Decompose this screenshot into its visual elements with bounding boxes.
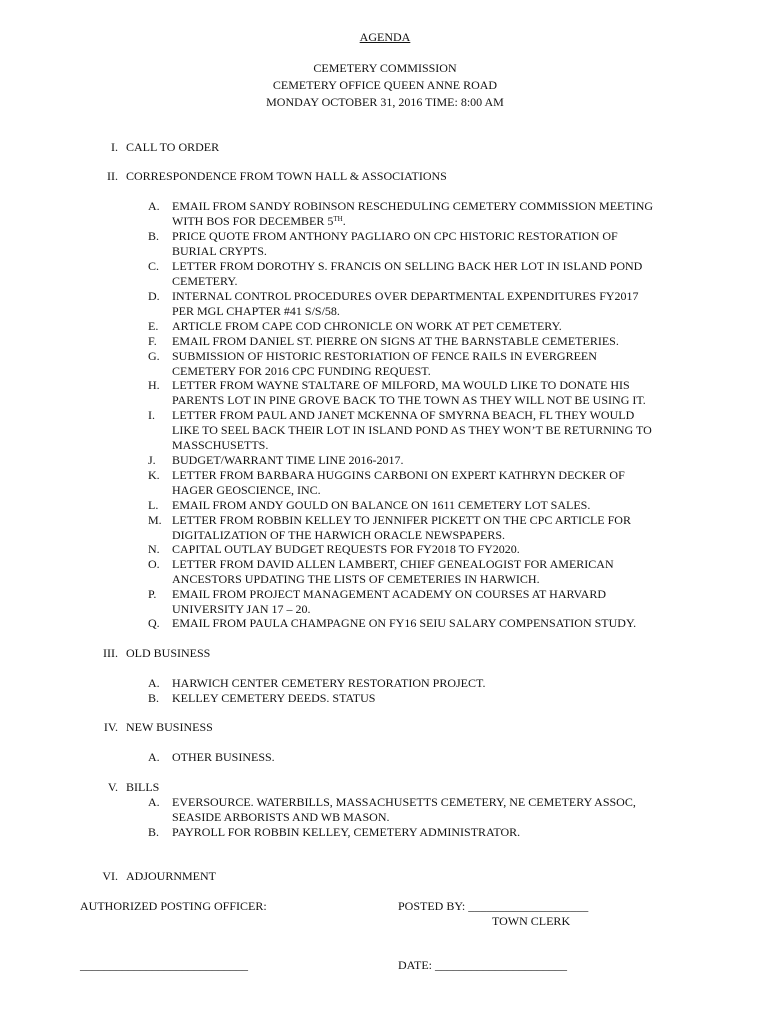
item-label: A. — [148, 676, 160, 690]
item-label: Q. — [148, 616, 160, 630]
item-text: EMAIL FROM SANDY ROBINSON RESCHEDULING CEMETERY COMMISSION MEETING WITH BOS FOR DECEMBER 5TH. — [172, 199, 654, 228]
agenda-item — [148, 349, 688, 379]
item-text: BUDGET/WARRANT TIME LINE 2016-2017. — [172, 453, 404, 467]
section-call-to-order: CALL TO ORDER — [126, 140, 220, 154]
section-number: VI. — [102, 869, 118, 883]
agenda-item — [148, 513, 688, 543]
agenda-item — [148, 199, 688, 229]
item-text: OTHER BUSINESS. — [172, 750, 275, 764]
section-adjournment: ADJOURNMENT — [126, 869, 216, 883]
item-label: B. — [148, 229, 160, 243]
agenda-title: AGENDA — [359, 30, 411, 44]
agenda-item — [148, 795, 688, 825]
agenda-item — [148, 334, 688, 349]
item-text: PRICE QUOTE FROM ANTHONY PAGLIARO ON CPC HISTORIC RESTORATION OF BURIAL CRYPTS. — [172, 229, 618, 258]
item-text: KELLEY CEMETERY DEEDS. STATUS — [172, 691, 376, 705]
item-label: D. — [148, 289, 160, 303]
agenda-item — [148, 825, 688, 840]
header-location: CEMETERY OFFICE QUEEN ANNE ROAD — [272, 78, 498, 92]
item-label: O. — [148, 557, 160, 571]
item-text: LETTER FROM WAYNE STALTARE OF MILFORD, MA WOULD LIKE TO DONATE HIS PARENTS LOT IN PINE GROVE BACK TO THE TOWN AS THEY WILL NOT BE USING IT. — [172, 378, 646, 407]
section-correspondence: CORRESPONDENCE FROM TOWN HALL & ASSOCIATIONS — [126, 169, 447, 183]
item-label: A. — [148, 750, 160, 764]
section-old-business: OLD BUSINESS — [126, 646, 211, 660]
item-text: EMAIL FROM DANIEL ST. PIERRE ON SIGNS AT THE BARNSTABLE CEMETERIES. — [172, 334, 619, 348]
agenda-item — [148, 259, 688, 289]
section-number: I. — [111, 140, 118, 154]
item-label: C. — [148, 259, 160, 273]
agenda-item — [148, 408, 688, 453]
item-text: LETTER FROM BARBARA HUGGINS CARBONI ON EXPERT KATHRYN DECKER OF HAGER GEOSCIENCE, INC. — [172, 468, 625, 497]
item-text: EMAIL FROM PAULA CHAMPAGNE ON FY16 SEIU SALARY COMPENSATION STUDY. — [172, 616, 637, 630]
item-text: SUBMISSION OF HISTORIC RESTORIATION OF FENCE RAILS IN EVERGREEN CEMETERY FOR 2016 CPC FUNDING REQUEST. — [172, 349, 597, 378]
item-label: I. — [148, 408, 155, 422]
agenda-item — [148, 319, 688, 334]
agenda-item — [148, 616, 688, 631]
header-commission: CEMETERY COMMISSION — [313, 61, 457, 75]
signature-line: ____________________________ — [80, 958, 248, 972]
agenda-item — [148, 453, 688, 468]
agenda-item — [148, 750, 688, 765]
posted-by-field: POSTED BY: ____________________ — [398, 899, 589, 913]
item-label: F. — [148, 334, 157, 348]
item-text: EMAIL FROM PROJECT MANAGEMENT ACADEMY ON COURSES AT HARVARD UNIVERSITY JAN 17 – 20. — [172, 587, 606, 616]
town-clerk-label: TOWN CLERK — [492, 914, 571, 928]
agenda-item — [148, 542, 688, 557]
item-label: A. — [148, 795, 160, 809]
item-text: LETTER FROM ROBBIN KELLEY TO JENNIFER PICKETT ON THE CPC ARTICLE FOR DIGITALIZATION OF THE HARWICH ORACLE NEWSPAPERS. — [172, 513, 631, 542]
superscript: TH — [333, 215, 343, 223]
agenda-item — [148, 289, 688, 319]
item-label: H. — [148, 378, 160, 392]
agenda-item — [148, 691, 688, 706]
agenda-item — [148, 676, 688, 691]
item-text: HARWICH CENTER CEMETERY RESTORATION PROJECT. — [172, 676, 486, 690]
item-label: N. — [148, 542, 160, 556]
item-label: J. — [148, 453, 156, 467]
agenda-item — [148, 378, 688, 408]
item-label: B. — [148, 691, 160, 705]
item-label: P. — [148, 587, 157, 601]
item-text: LETTER FROM DAVID ALLEN LAMBERT, CHIEF GENEALOGIST FOR AMERICAN ANCESTORS UPDATING THE LISTS OF CEMETERIES IN HARWICH. — [172, 557, 614, 586]
item-label: E. — [148, 319, 159, 333]
item-text: LETTER FROM PAUL AND JANET MCKENNA OF SMYRNA BEACH, FL THEY WOULD LIKE TO SEEL BACK THEIR LOT IN ISLAND POND AS THEY WON’T BE RETURNING TO MASSCHUSETTS. — [172, 408, 652, 452]
item-label: A. — [148, 199, 160, 213]
section-number: II. — [107, 169, 118, 183]
item-text: PAYROLL FOR ROBBIN KELLEY, CEMETERY ADMINISTRATOR. — [172, 825, 521, 839]
section-number: IV. — [103, 720, 118, 734]
item-label: K. — [148, 468, 160, 482]
section-new-business: NEW BUSINESS — [126, 720, 213, 734]
item-text: EMAIL FROM ANDY GOULD ON BALANCE ON 1611 CEMETERY LOT SALES. — [172, 498, 591, 512]
header-datetime: MONDAY OCTOBER 31, 2016 TIME: 8:00 AM — [266, 95, 504, 109]
item-text: LETTER FROM DOROTHY S. FRANCIS ON SELLING BACK HER LOT IN ISLAND POND CEMETERY. — [172, 259, 643, 288]
item-label: M. — [148, 513, 162, 527]
item-text: ARTICLE FROM CAPE COD CHRONICLE ON WORK AT PET CEMETERY. — [172, 319, 562, 333]
authorized-posting-officer-label: AUTHORIZED POSTING OFFICER: — [80, 899, 267, 913]
item-label: G. — [148, 349, 160, 363]
section-number: III. — [103, 646, 118, 660]
item-label: L. — [148, 498, 159, 512]
item-text: CAPITAL OUTLAY BUDGET REQUESTS FOR FY2018 TO FY2020. — [172, 542, 520, 556]
section-number: V. — [107, 780, 118, 794]
item-label: B. — [148, 825, 160, 839]
item-text: INTERNAL CONTROL PROCEDURES OVER DEPARTMENTAL EXPENDITURES FY2017 PER MGL CHAPTER #41 S/S/58. — [172, 289, 639, 318]
agenda-item — [148, 587, 688, 617]
agenda-item — [148, 468, 688, 498]
section-bills: BILLS — [126, 780, 160, 794]
agenda-item — [148, 229, 688, 259]
item-text: EVERSOURCE. WATERBILLS, MASSACHUSETTS CEMETERY, NE CEMETERY ASSOC, SEASIDE ARBORISTS AND WB MASON. — [172, 795, 636, 824]
agenda-item — [148, 498, 688, 513]
date-field: DATE: ______________________ — [398, 958, 567, 972]
agenda-item — [148, 557, 688, 587]
